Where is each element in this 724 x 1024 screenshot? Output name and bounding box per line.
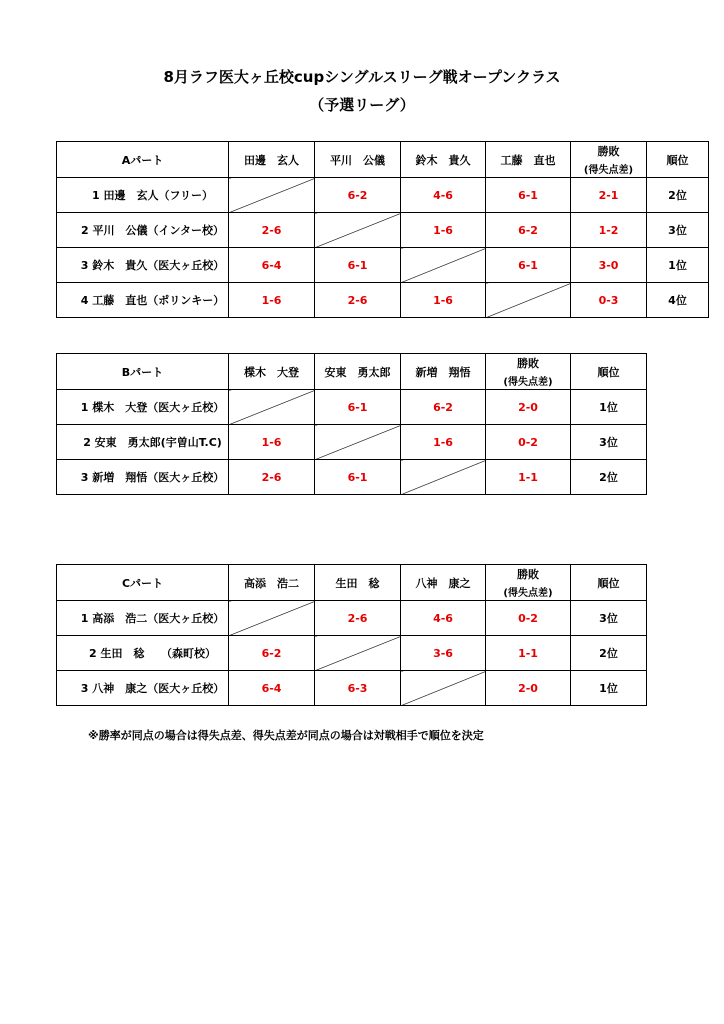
score-cell: 6-4 xyxy=(229,671,315,706)
player-name: 3 八神 康之（医大ヶ丘校） xyxy=(57,671,229,706)
record-cell: 3-0 xyxy=(571,248,647,283)
player-name: 2 平川 公儀（インター校） xyxy=(57,213,229,248)
rank-header: 順位 xyxy=(571,565,647,601)
column-header: 八神 康之 xyxy=(401,565,486,601)
score-cell: 1-6 xyxy=(401,425,486,460)
table-row xyxy=(57,460,647,495)
rank-cell: 3位 xyxy=(571,425,647,460)
table-row xyxy=(57,671,647,706)
self-match-cell xyxy=(229,601,315,636)
score-cell: 2-6 xyxy=(315,283,401,318)
player-name: 1 楪木 大登（医大ヶ丘校） xyxy=(57,390,229,425)
table-row xyxy=(57,425,647,460)
column-header: 生田 稔 xyxy=(315,565,401,601)
record-cell: 0-2 xyxy=(486,601,571,636)
table-row xyxy=(57,636,647,671)
column-header: 平川 公儀 xyxy=(315,142,401,178)
score-cell: 3-6 xyxy=(401,636,486,671)
record-cell: 2-0 xyxy=(486,390,571,425)
rank-cell: 2位 xyxy=(571,636,647,671)
player-name: 1 田邊 玄人（フリー） xyxy=(57,178,229,213)
self-match-cell xyxy=(229,390,315,425)
part-label: Aパート xyxy=(57,142,229,178)
score-cell: 1-6 xyxy=(229,425,315,460)
score-cell: 2-6 xyxy=(315,601,401,636)
record-cell: 1-2 xyxy=(571,213,647,248)
column-header: 鈴木 貴久 xyxy=(401,142,486,178)
rank-header: 順位 xyxy=(647,142,709,178)
record-cell: 2-0 xyxy=(486,671,571,706)
table-row xyxy=(57,390,647,425)
record-header-label: 勝敗 xyxy=(517,568,539,581)
column-header: 安東 勇太郎 xyxy=(315,354,401,390)
rank-cell: 1位 xyxy=(571,390,647,425)
column-header: 新増 翔悟 xyxy=(401,354,486,390)
score-cell: 6-2 xyxy=(401,390,486,425)
part-label: Cパート xyxy=(57,565,229,601)
table-row xyxy=(57,601,647,636)
column-header: 高添 浩二 xyxy=(229,565,315,601)
record-header-sub: (得失点差) xyxy=(503,377,553,388)
score-cell: 6-1 xyxy=(315,390,401,425)
rank-cell: 3位 xyxy=(647,213,709,248)
part-label: Bパート xyxy=(57,354,229,390)
record-header xyxy=(571,142,647,178)
table-row xyxy=(57,213,709,248)
table-row xyxy=(57,178,709,213)
self-match-cell xyxy=(401,460,486,495)
score-cell: 1-6 xyxy=(229,283,315,318)
player-name: 1 高添 浩二（医大ヶ丘校） xyxy=(57,601,229,636)
score-cell: 1-6 xyxy=(401,283,486,318)
page-subtitle: （予選リーグ） xyxy=(309,96,415,114)
player-name: 2 安東 勇太郎(宇曽山T.C) xyxy=(57,425,229,460)
score-cell: 6-2 xyxy=(229,636,315,671)
record-cell: 1-1 xyxy=(486,460,571,495)
score-cell: 4-6 xyxy=(401,178,486,213)
rank-header: 順位 xyxy=(571,354,647,390)
rank-cell: 2位 xyxy=(571,460,647,495)
rank-cell: 1位 xyxy=(571,671,647,706)
score-cell: 6-4 xyxy=(229,248,315,283)
rank-cell: 4位 xyxy=(647,283,709,318)
self-match-cell xyxy=(486,283,571,318)
record-cell: 0-2 xyxy=(486,425,571,460)
score-cell: 2-6 xyxy=(229,460,315,495)
score-cell: 1-6 xyxy=(401,213,486,248)
page-title: 8月ラフ医大ヶ丘校cupシングルスリーグ戦オープンクラス xyxy=(163,68,561,86)
score-cell: 4-6 xyxy=(401,601,486,636)
rank-cell: 2位 xyxy=(647,178,709,213)
league-table-a xyxy=(56,141,709,318)
self-match-cell xyxy=(315,425,401,460)
league-table-c xyxy=(56,564,647,706)
player-name: 4 工藤 直也（ポリンキー） xyxy=(57,283,229,318)
table-header-row xyxy=(57,565,647,601)
record-header-sub: (得失点差) xyxy=(503,588,553,599)
column-header: 工藤 直也 xyxy=(486,142,571,178)
table-header-row xyxy=(57,354,647,390)
table-row xyxy=(57,283,709,318)
record-header-label: 勝敗 xyxy=(517,357,539,370)
player-name: 2 生田 稔 （森町校） xyxy=(57,636,229,671)
rank-cell: 3位 xyxy=(571,601,647,636)
score-cell: 6-2 xyxy=(486,213,571,248)
record-cell: 1-1 xyxy=(486,636,571,671)
table-header-row xyxy=(57,142,709,178)
record-header xyxy=(486,354,571,390)
rank-cell: 1位 xyxy=(647,248,709,283)
score-cell: 6-1 xyxy=(315,460,401,495)
score-cell: 6-1 xyxy=(486,248,571,283)
table-row xyxy=(57,248,709,283)
self-match-cell xyxy=(315,636,401,671)
tiebreak-note: ※勝率が同点の場合は得失点差、得失点差が同点の場合は対戦相手で順位を決定 xyxy=(88,729,484,742)
self-match-cell xyxy=(315,213,401,248)
player-name: 3 新増 翔悟（医大ヶ丘校） xyxy=(57,460,229,495)
score-cell: 6-2 xyxy=(315,178,401,213)
record-header-sub: (得失点差) xyxy=(583,165,634,176)
player-name: 3 鈴木 貴久（医大ヶ丘校） xyxy=(57,248,229,283)
record-header xyxy=(486,565,571,601)
self-match-cell xyxy=(229,178,315,213)
self-match-cell xyxy=(401,671,486,706)
record-cell: 2-1 xyxy=(571,178,647,213)
record-cell: 0-3 xyxy=(571,283,647,318)
score-cell: 6-3 xyxy=(315,671,401,706)
column-header: 田邊 玄人 xyxy=(229,142,315,178)
league-table-b xyxy=(56,353,647,495)
self-match-cell xyxy=(401,248,486,283)
score-cell: 6-1 xyxy=(486,178,571,213)
score-cell: 2-6 xyxy=(229,213,315,248)
column-header: 楪木 大登 xyxy=(229,354,315,390)
score-cell: 6-1 xyxy=(315,248,401,283)
record-header-label: 勝敗 xyxy=(597,145,620,158)
